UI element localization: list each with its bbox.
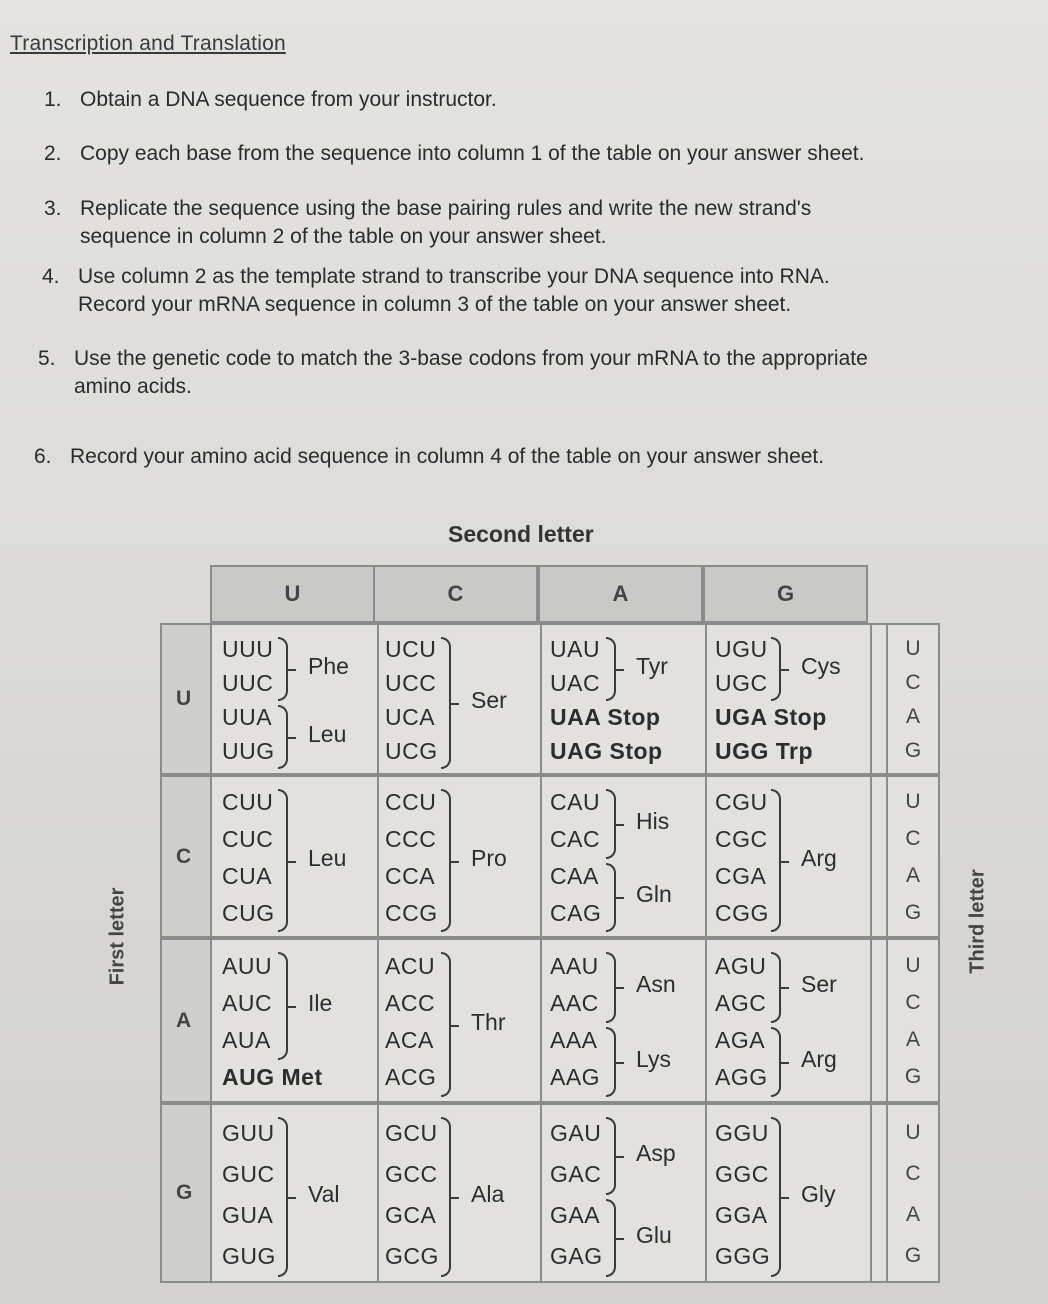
step-text: Obtain a DNA sequence from your instructor.	[80, 88, 497, 111]
codon: CUC	[222, 826, 274, 853]
codon: CAC	[550, 826, 601, 853]
instruction-step	[38, 345, 868, 401]
codon: GUC	[222, 1160, 275, 1187]
codon-group-brace	[278, 1117, 288, 1277]
amino-acid-label: Arg	[801, 1045, 837, 1072]
amino-acid-label: Phe	[308, 653, 349, 679]
first-letter-label: First letter	[106, 887, 129, 986]
codon: UGC	[715, 670, 768, 696]
third-letter: C	[905, 827, 921, 851]
codon-row	[160, 938, 940, 1103]
codon: CGA	[715, 862, 767, 889]
codon: AUG Met	[222, 1064, 323, 1091]
third-letter: C	[905, 990, 921, 1014]
codon: UCG	[385, 738, 438, 764]
codon-group-brace	[278, 789, 288, 932]
codon: CGC	[715, 826, 768, 853]
codon: UUC	[222, 670, 274, 696]
codon-group-brace	[441, 1117, 451, 1277]
codon: ACA	[385, 1027, 434, 1054]
amino-acid-label: Leu	[308, 844, 347, 871]
codon: CGU	[715, 789, 768, 816]
codon-group-brace	[771, 789, 781, 932]
first-letter: U	[176, 687, 192, 710]
codon: GCC	[385, 1160, 438, 1187]
step-number: 3.	[44, 197, 62, 220]
second-letter-header: A	[538, 565, 703, 623]
amino-acid-label: Gln	[636, 881, 672, 908]
third-letter: U	[905, 1120, 921, 1144]
codon-row	[160, 1103, 940, 1283]
third-letter: A	[905, 1028, 920, 1052]
codon-group-brace	[606, 863, 616, 933]
codon: UGU	[715, 636, 768, 662]
third-letter: G	[904, 900, 922, 924]
step-number: 2.	[44, 142, 62, 165]
step-text: Copy each base from the sequence into column 1 of the table on your answer sheet.	[80, 142, 865, 165]
codon: AAU	[550, 952, 599, 979]
codon: UUU	[222, 636, 274, 662]
codon: CUU	[222, 789, 274, 816]
step-text: Replicate the sequence using the base pairing rules and write the new strand's	[80, 197, 812, 220]
amino-acid-label: Ala	[471, 1181, 505, 1207]
third-letter: G	[904, 1243, 922, 1267]
first-letter: G	[176, 1181, 193, 1204]
step-number: 6.	[34, 445, 52, 468]
codon: UUA	[222, 704, 273, 730]
second-letter-header: U	[210, 565, 375, 623]
codon: GAU	[550, 1119, 602, 1146]
step-number: 1.	[44, 88, 62, 111]
codon: AGC	[715, 989, 767, 1016]
codon: CAG	[550, 899, 602, 926]
codon: CCC	[385, 826, 437, 853]
amino-acid-label: Pro	[471, 844, 507, 871]
amino-acid-label: Gly	[801, 1181, 836, 1207]
codon-group-brace	[606, 1117, 616, 1195]
step-number: 5.	[38, 347, 56, 370]
codon: GGA	[715, 1201, 768, 1228]
codon: CCU	[385, 789, 437, 816]
amino-acid-label: Asn	[636, 971, 676, 998]
first-letter: A	[176, 1008, 192, 1032]
first-letter: C	[176, 844, 192, 868]
codon: AGG	[715, 1064, 768, 1091]
third-letter-label: Third letter	[966, 869, 989, 974]
codon-group-brace	[606, 789, 616, 859]
codon: AGU	[715, 952, 767, 979]
codon: CUG	[222, 899, 275, 926]
codon: UCA	[385, 704, 436, 730]
codon: GGC	[715, 1160, 769, 1187]
codon: GCA	[385, 1201, 437, 1228]
codon-group-brace	[606, 1199, 616, 1277]
step-text-continued: Record your mRNA sequence in column 3 of the table on your answer sheet.	[78, 293, 792, 316]
codon: UUG	[222, 738, 275, 764]
codon: UAG Stop	[550, 738, 663, 764]
codon: AAG	[550, 1064, 601, 1091]
amino-acid-label: Lys	[636, 1045, 671, 1072]
instruction-step	[44, 86, 497, 114]
codon: ACC	[385, 989, 436, 1016]
codon: AAA	[550, 1027, 598, 1054]
instruction-step	[44, 140, 864, 168]
codon: CAU	[550, 789, 601, 816]
second-letter-header: C	[373, 565, 538, 623]
codon-group-brace	[606, 637, 616, 701]
codon: CGG	[715, 899, 769, 926]
codon: CCA	[385, 862, 436, 889]
codon: UAC	[550, 670, 601, 696]
instruction-step	[44, 195, 811, 251]
second-letter-label: Second letter	[448, 521, 594, 547]
codon: CUA	[222, 862, 273, 889]
codon: AUA	[222, 1027, 271, 1054]
amino-acid-label: Glu	[636, 1222, 672, 1248]
amino-acid-label: Thr	[471, 1008, 506, 1035]
third-letter: G	[904, 739, 922, 762]
codon-group-brace	[606, 952, 616, 1023]
codon: GAC	[550, 1160, 602, 1187]
amino-acid-label: Asp	[636, 1140, 676, 1166]
step-text: Record your amino acid sequence in column 4 of the table on your answer sheet.	[70, 445, 825, 468]
codon: ACU	[385, 952, 436, 979]
amino-acid-label: Cys	[801, 653, 841, 679]
third-letter: C	[905, 671, 921, 694]
codon: GGG	[715, 1242, 771, 1269]
codon: GCG	[385, 1242, 439, 1269]
codon: CAA	[550, 862, 599, 889]
codon: GAA	[550, 1201, 601, 1228]
amino-acid-label: His	[636, 807, 670, 834]
second-letter-header: G	[703, 565, 868, 623]
amino-acid-label: Ser	[801, 971, 837, 998]
codon: UAU	[550, 636, 601, 662]
codon-group-brace	[441, 952, 451, 1097]
codon: GAG	[550, 1242, 603, 1269]
codon-group-brace	[771, 1027, 781, 1098]
step-text: Use column 2 as the template strand to transcribe your DNA sequence into RNA.	[78, 265, 830, 288]
codon: UGG Trp	[715, 738, 814, 764]
amino-acid-label: Ser	[471, 687, 507, 713]
codon: UGA Stop	[715, 704, 827, 730]
codon: UCC	[385, 670, 437, 696]
codon-group-brace	[771, 952, 781, 1023]
codon-row	[160, 775, 940, 938]
codon-group-brace	[278, 952, 288, 1060]
amino-acid-label: Val	[308, 1181, 340, 1207]
third-letter: G	[904, 1065, 922, 1089]
amino-acid-label: Ile	[308, 989, 333, 1016]
page-title: Transcription and Translation	[10, 32, 286, 55]
codon-group-brace	[441, 789, 451, 932]
third-letter: A	[905, 1202, 920, 1226]
codon: ACG	[385, 1064, 437, 1091]
codon: GUA	[222, 1201, 274, 1228]
codon: GGU	[715, 1119, 769, 1146]
amino-acid-label: Leu	[308, 721, 347, 747]
instruction-step	[42, 263, 830, 319]
amino-acid-label: Arg	[801, 844, 837, 871]
third-letter: A	[905, 705, 920, 728]
codon: GUU	[222, 1119, 275, 1146]
codon: GUG	[222, 1242, 276, 1269]
codon: UCU	[385, 636, 437, 662]
codon: AAC	[550, 989, 599, 1016]
step-number: 4.	[42, 265, 60, 288]
codon-group-brace	[441, 637, 451, 769]
codon: CCG	[385, 899, 438, 926]
codon: GCU	[385, 1119, 438, 1146]
codon-group-brace	[278, 705, 288, 769]
step-text-continued: sequence in column 2 of the table on your answer sheet.	[80, 225, 607, 248]
third-letter: A	[905, 863, 920, 887]
codon: UAA Stop	[550, 704, 661, 730]
codon: AUU	[222, 952, 273, 979]
step-text: Use the genetic code to match the 3-base codons from your mRNA to the appropriate	[74, 347, 868, 370]
codon-group-brace	[771, 637, 781, 701]
third-letter: U	[905, 953, 921, 977]
codon-group-brace	[606, 1027, 616, 1098]
codon-row	[160, 623, 940, 775]
amino-acid-label: Tyr	[636, 653, 668, 679]
codon-group-brace	[278, 637, 288, 701]
codon: AGA	[715, 1027, 766, 1054]
step-text-continued: amino acids.	[74, 375, 192, 398]
third-letter: U	[905, 790, 921, 814]
third-letter: C	[905, 1161, 921, 1185]
instruction-step	[34, 443, 824, 471]
codon: AUC	[222, 989, 273, 1016]
third-letter: U	[905, 637, 921, 660]
codon-group-brace	[771, 1117, 781, 1277]
